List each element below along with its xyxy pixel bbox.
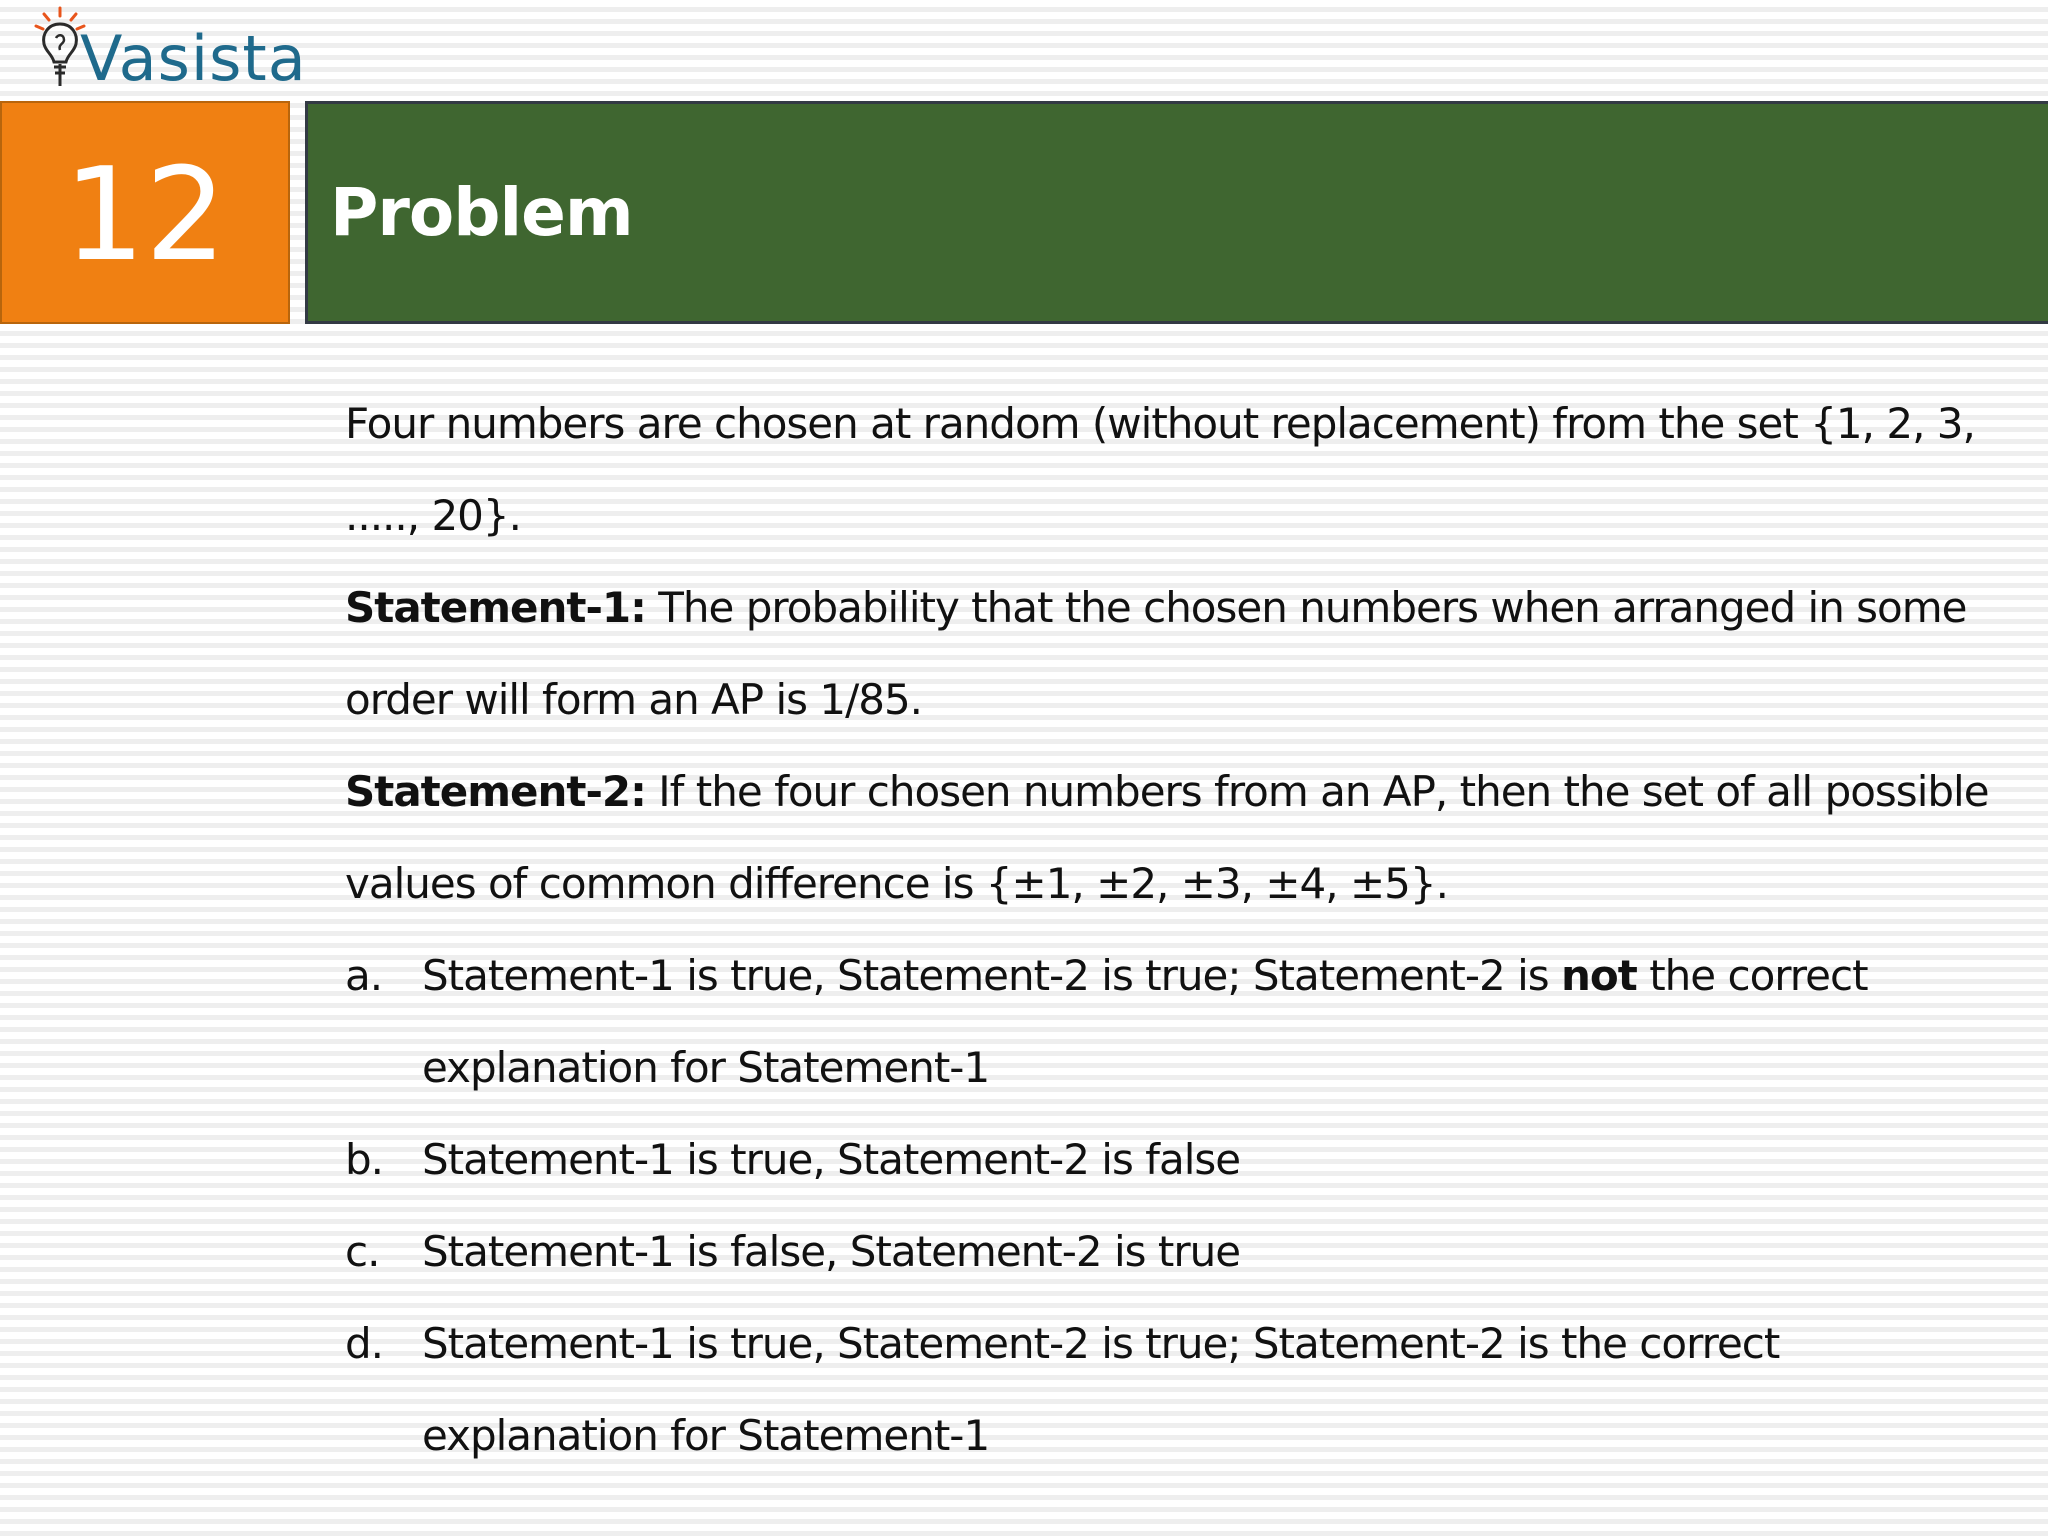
statement-1 [345, 562, 2025, 746]
logo-text: Vasista [80, 22, 307, 95]
option-letter: c. [345, 1227, 380, 1276]
option-a-emphasis: not [1561, 951, 1637, 1000]
option-a [345, 930, 2025, 1114]
statement-2 [345, 746, 2025, 930]
option-b [345, 1114, 2025, 1206]
slide-number: 12 [63, 140, 227, 290]
title-bar [305, 101, 2048, 324]
slide-number-box [0, 101, 290, 324]
statement-2-label: Statement-2: [345, 767, 646, 816]
statement-1-text: The probability that the chosen numbers when arranged in some order will form an AP is 1/85. [345, 583, 1967, 724]
statement-2-text: If the four chosen numbers from an AP, then the set of all possible values of common difference is {±1, ±2, ±3, ±4, ±5}. [345, 767, 1989, 908]
option-letter: b. [345, 1135, 384, 1184]
option-text: Statement-1 is true, Statement-2 is true; Statement-2 is the correct explanation for Statement-1 [422, 1319, 1780, 1460]
slide-title: Problem [330, 174, 633, 251]
vasista-logo [22, 0, 307, 100]
option-letter: d. [345, 1319, 384, 1368]
option-text: Statement-1 is false, Statement-2 is true [422, 1227, 1241, 1276]
option-a-text-before: Statement-1 is true, Statement-2 is true; Statement-2 is [422, 951, 1562, 1000]
option-letter: a. [345, 951, 383, 1000]
problem-content [345, 378, 2025, 1482]
option-text [422, 930, 2025, 1114]
option-a-text-after: the correct explanation for Statement-1 [422, 951, 1868, 1092]
option-text: Statement-1 is true, Statement-2 is false [422, 1135, 1241, 1184]
option-d [345, 1298, 2025, 1482]
option-c [345, 1206, 2025, 1298]
statement-1-label: Statement-1: [345, 583, 646, 632]
problem-intro: Four numbers are chosen at random (without replacement) from the set {1, 2, 3, ....., 20}. [345, 399, 1975, 540]
